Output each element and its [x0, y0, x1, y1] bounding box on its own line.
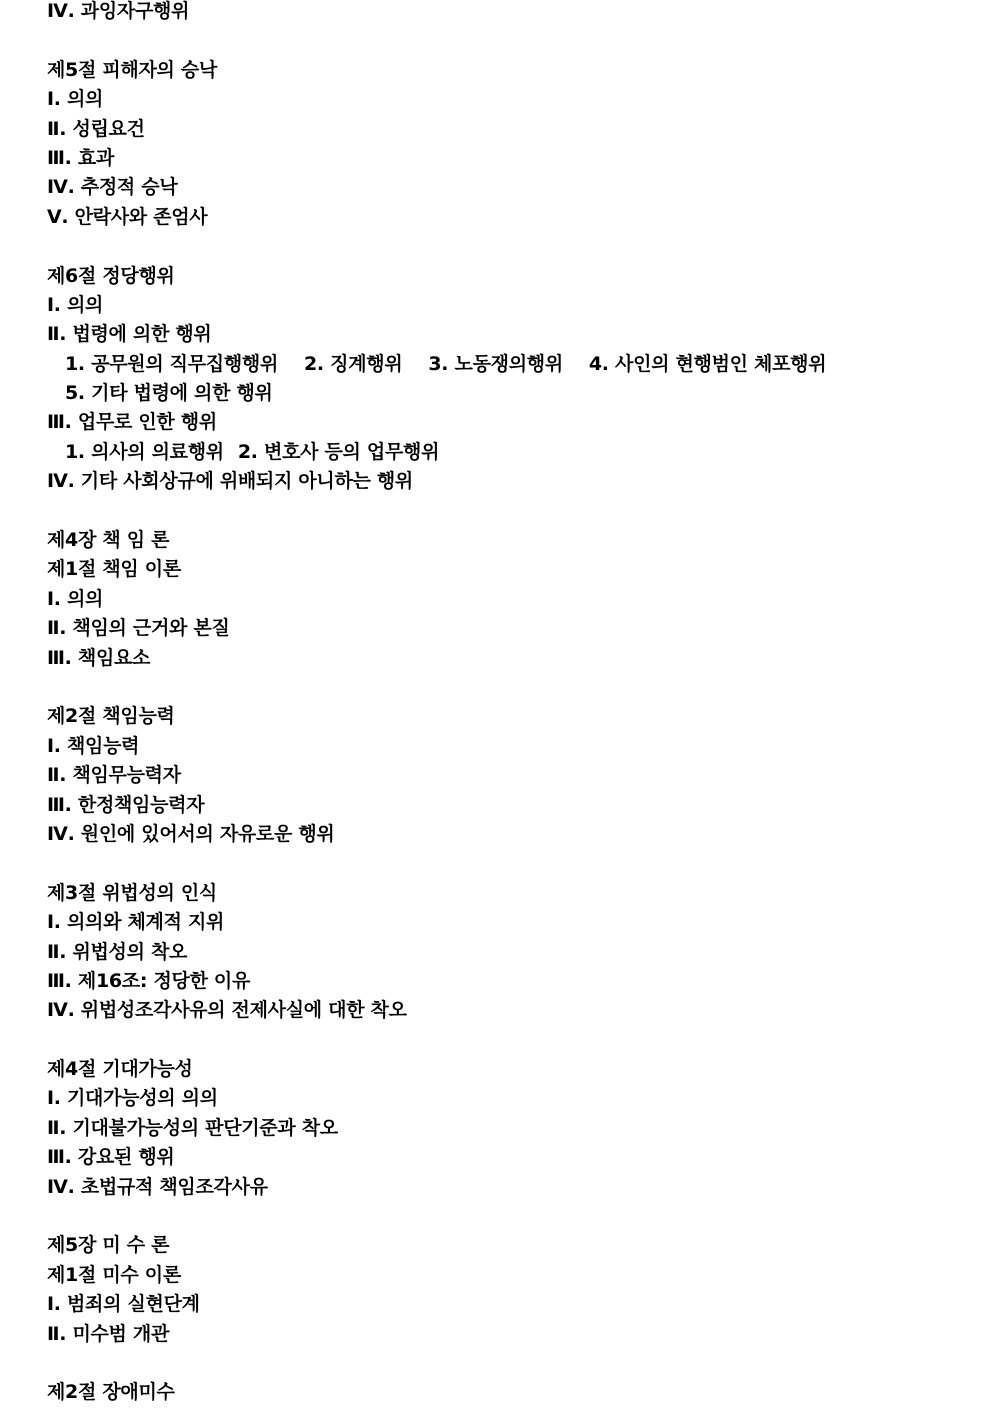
outline-item: Ⅱ. 기대불가능성의 판단기준과 착오 [47, 1116, 338, 1139]
outline-item: Ⅱ. 성립요건 [47, 117, 145, 140]
outline-item: Ⅱ. 위법성의 착오 [47, 940, 188, 963]
outline-item: Ⅰ. 책임능력 [47, 734, 140, 757]
section-heading: 제2절 책임능력 [47, 705, 175, 728]
outline-item: Ⅰ. 의의 [47, 293, 104, 316]
outline-subitem-row [47, 438, 977, 467]
document-body [47, 0, 977, 1408]
outline-subitem: 4. 사인의 현행범인 체포행위 [588, 352, 827, 375]
outline-item: Ⅳ. 위법성조각사유의 전제사실에 대한 착오 [47, 999, 407, 1022]
outline-item: Ⅱ. 미수범 개관 [47, 1322, 170, 1345]
outline-item: Ⅳ. 초법규적 책임조각사유 [47, 1175, 268, 1198]
blank-line [47, 26, 977, 55]
outline-item: Ⅲ. 제16조: 정당한 이유 [47, 969, 251, 992]
blank-line [47, 232, 977, 261]
chapter-heading: 제5장 미 수 론 [47, 1234, 170, 1257]
section-heading: 제1절 미수 이론 [47, 1263, 181, 1286]
chapter-heading: 제4장 책 임 론 [47, 529, 170, 552]
outline-item: Ⅲ. 한정책임능력자 [47, 793, 205, 816]
outline-item: Ⅱ. 책임의 근거와 본질 [47, 617, 230, 640]
outline-item: Ⅰ. 기대가능성의 의의 [47, 1087, 218, 1110]
outline-item: Ⅱ. 법령에 의한 행위 [47, 323, 212, 346]
blank-line [47, 1349, 977, 1378]
outline-subitem: 2. 징계행위 [304, 352, 403, 375]
outline-item: Ⅰ. 의의 [47, 88, 104, 111]
section-heading: 제3절 위법성의 인식 [47, 881, 217, 904]
outline-item: Ⅳ. 원인에 있어서의 자유로운 행위 [47, 822, 335, 845]
section-heading: 제2절 장애미수 [47, 1381, 175, 1404]
blank-line [47, 497, 977, 526]
section-heading: 제6절 정당행위 [47, 264, 175, 287]
outline-subitem: 5. 기타 법령에 의한 행위 [65, 382, 273, 405]
section-heading: 제1절 책임 이론 [47, 558, 181, 581]
blank-line [47, 1202, 977, 1231]
outline-subitem: 1. 의사의 의료행위 [65, 440, 224, 463]
outline-subitem: 3. 노동쟁의행위 [428, 352, 563, 375]
outline-item: Ⅲ. 책임요소 [47, 646, 151, 669]
blank-line [47, 1026, 977, 1055]
outline-item: Ⅴ. 안락사와 존엄사 [47, 205, 208, 228]
outline-item: Ⅲ. 효과 [47, 146, 115, 169]
outline-item: Ⅳ. 기타 사회상규에 위배되지 아니하는 행위 [47, 470, 413, 493]
outline-item: Ⅲ. 업무로 인한 행위 [47, 411, 217, 434]
outline-subitem-row [47, 350, 977, 379]
blank-line [47, 849, 977, 878]
section-heading: 제4절 기대가능성 [47, 1058, 193, 1081]
outline-subitem: 2. 변호사 등의 업무행위 [237, 440, 440, 463]
outline-item: Ⅱ. 책임무능력자 [47, 764, 181, 787]
outline-item: Ⅲ. 강요된 행위 [47, 1146, 175, 1169]
outline-item: Ⅰ. 의의와 체계적 지위 [47, 911, 225, 934]
outline-item: Ⅳ. 추정적 승낙 [47, 176, 178, 199]
outline-item: Ⅰ. 범죄의 실현단계 [47, 1293, 200, 1316]
outline-item: Ⅳ. 과잉자구행위 [47, 0, 190, 22]
outline-subitem: 1. 공무원의 직무집행행위 [65, 352, 279, 375]
outline-item: Ⅰ. 의의 [47, 587, 104, 610]
blank-line [47, 673, 977, 702]
section-heading: 제5절 피해자의 승낙 [47, 58, 217, 81]
